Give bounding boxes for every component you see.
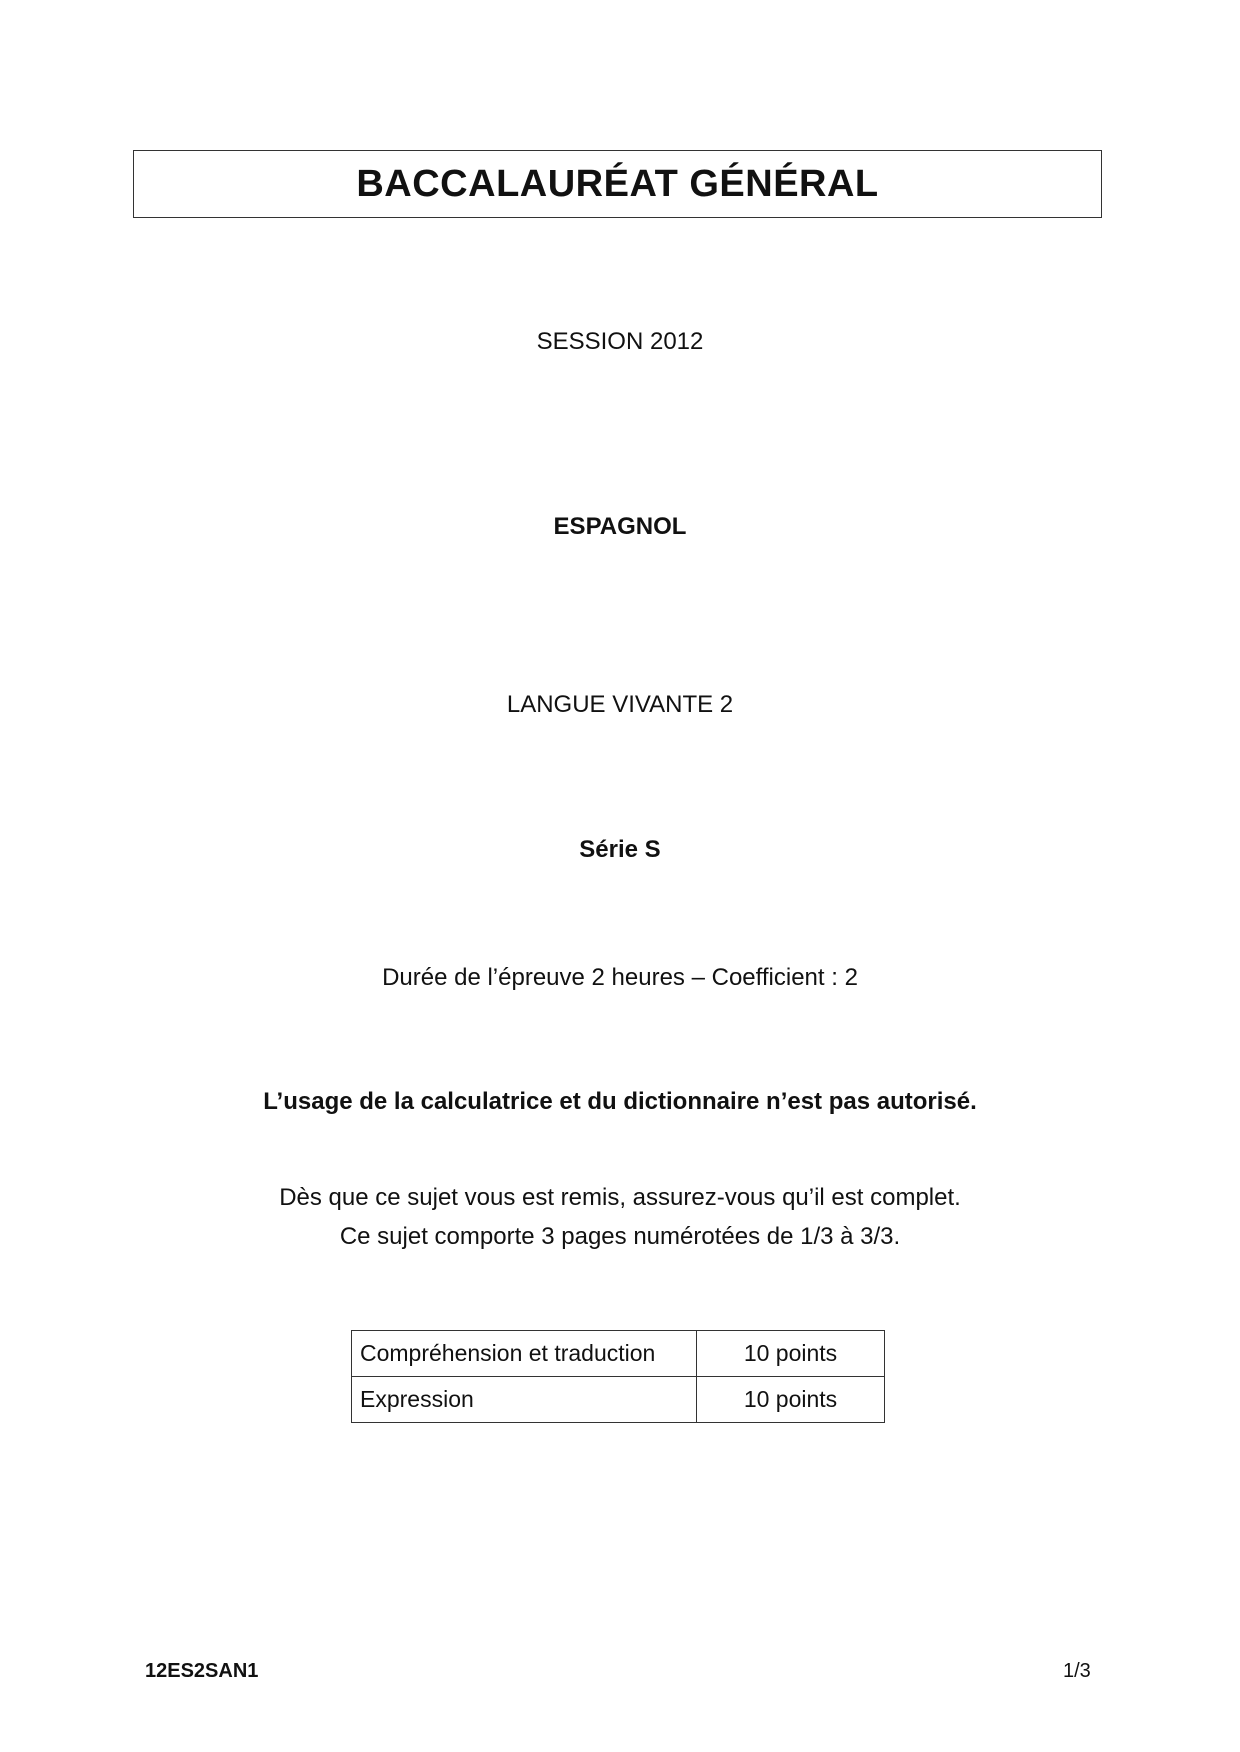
usage-notice: L’usage de la calculatrice et du dictionnaire n’est pas autorisé.	[263, 1088, 977, 1115]
page-number: 1/3	[1063, 1660, 1091, 1682]
duration-label: Durée de l’épreuve 2 heures – Coefficient : 2	[382, 964, 858, 991]
completeness-notice: Dès que ce sujet vous est remis, assurez-vous qu’il est complet.	[279, 1184, 961, 1211]
session-label: SESSION 2012	[536, 328, 704, 355]
table-row	[352, 1377, 885, 1423]
series-label: Série S	[579, 836, 661, 863]
table-row	[352, 1331, 885, 1377]
title-box	[133, 150, 1102, 218]
scoring-value: 10 points	[697, 1331, 885, 1377]
language-level-label: LANGUE VIVANTE 2	[506, 691, 734, 718]
scoring-label: Compréhension et traduction	[352, 1331, 697, 1377]
scoring-label: Expression	[352, 1377, 697, 1423]
pages-notice: Ce sujet comporte 3 pages numérotées de 1/3 à 3/3.	[339, 1223, 901, 1250]
subject-code: 12ES2SAN1	[145, 1660, 259, 1682]
subject-label: ESPAGNOL	[553, 513, 687, 540]
scoring-value: 10 points	[697, 1377, 885, 1423]
scoring-table	[351, 1330, 885, 1423]
page-title: BACCALAURÉAT GÉNÉRAL	[356, 162, 879, 205]
